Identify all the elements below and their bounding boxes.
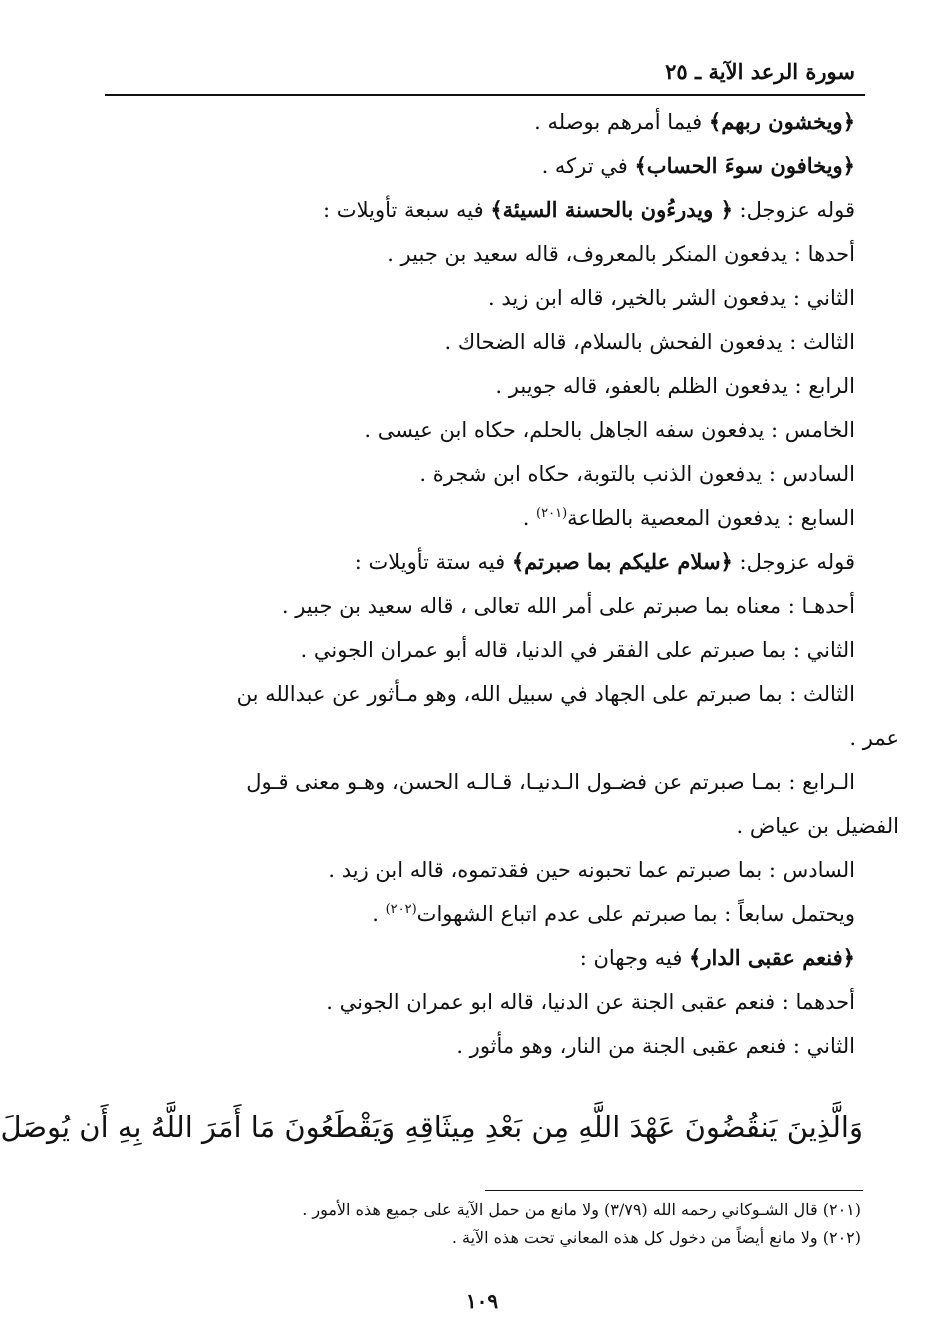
text-line	[107, 100, 855, 144]
text-line	[107, 188, 855, 232]
text-line: الخامس : يدفعون سفه الجاهل بالحلم، حكاه ابن عيسى .	[364, 418, 855, 442]
text-span: .	[372, 902, 386, 926]
text-line	[107, 496, 855, 540]
text-line: السادس : يدفعون الذنب بالتوبة، حكاه ابن شجرة .	[419, 462, 855, 486]
footnote-201: (٢٠١) قال الشـوكاني رحمه الله (٣/٧٩) ولا مانع من حمل الآية على جميع هذه الأمور .	[302, 1200, 861, 1219]
text-span: قوله عزوجل:	[732, 198, 855, 222]
body-text	[107, 100, 899, 1068]
quran-verse: وَالَّذِينَ يَنقُضُونَ عَهْدَ اللَّهِ مِن بَعْدِ مِيثَاقِهِ وَيَقْطَعُونَ مَا أَمَرَ اللَّهُ بِهِ أَن يُوصَلَ	[0, 1110, 863, 1144]
text-line: أحدها : يدفعون المنكر بالمعروف، قاله سعيد بن جبير .	[387, 242, 855, 266]
text-span: فيه وجهان :	[579, 946, 690, 970]
text-line: الرابع : يدفعون الظلم بالعفو، قاله جويبر .	[495, 374, 855, 398]
text-line: الفضيل بن عياض .	[736, 814, 899, 838]
text-span: في تركه .	[541, 154, 635, 178]
page-number: ١٠٩	[465, 1289, 499, 1313]
footnote-ref: (٢٠٢)	[385, 902, 417, 917]
footnotes	[111, 1196, 861, 1252]
quran-quote: ﴿فنعم عقبى الدار﴾	[689, 945, 855, 970]
text-line	[107, 540, 855, 584]
text-line: أحدهـا : معناه بما صبرتم على أمر الله تعالى ، قاله سعيد بن جبير .	[281, 594, 855, 618]
quran-quote: ﴿ويخشون ربهم﴾	[708, 109, 855, 134]
footnote-rule	[485, 1190, 863, 1191]
text-line: أحدهما : فنعم عقبى الجنة عن الدنيا، قاله ابو عمران الجوني .	[326, 990, 855, 1014]
text-span: فيه ستة تأويلات :	[354, 550, 512, 574]
quran-quote: ﴿ويخافون سوءَ الحساب﴾	[634, 153, 855, 178]
text-line: الثاني : فنعم عقبى الجنة من النار، وهو مأثور .	[456, 1034, 855, 1058]
text-line: عمر .	[849, 726, 899, 750]
text-line: السادس : بما صبرتم عما تحبونه حين فقدتموه، قاله ابن زيد .	[328, 858, 855, 882]
text-line: الـرابع : بمـا صبرتم عن فضـول الـدنيـا، قـالـه الحسن، وهـو معنى قـول	[246, 770, 855, 794]
text-line: الثاني : بما صبرتم على الفقر في الدنيا، قاله أبو عمران الجوني .	[300, 638, 855, 662]
text-span: فيه سبعة تأويلات :	[323, 198, 491, 222]
quran-quote: ﴿سلام عليكم بما صبرتم﴾	[511, 549, 733, 574]
quran-quote: ﴿ ويدرءُون بالحسنة السيئة﴾	[490, 197, 733, 222]
running-header: سورة الرعد الآية ـ ٢٥	[665, 59, 855, 84]
text-line: الثالث : بما صبرتم على الجهاد في سبيل الله، وهو مـأثور عن عبدالله بن	[236, 682, 855, 706]
footnote-202: (٢٠٢) ولا مانع أيضاً من دخول كل هذه المعاني تحت هذه الآية .	[451, 1228, 861, 1247]
text-span: ويحتمل سابعاً : بما صبرتم على عدم اتباع الشهوات	[416, 902, 855, 926]
text-span: قوله عزوجل:	[732, 550, 855, 574]
text-span: .	[522, 506, 537, 530]
text-line	[107, 144, 855, 188]
header-rule	[105, 94, 865, 96]
text-line: الثاني : يدفعون الشر بالخير، قاله ابن زيد .	[488, 286, 855, 310]
text-span: السابع : يدفعون المعصية بالطاعة	[567, 506, 855, 530]
footnote-ref: (٢٠١)	[536, 506, 568, 521]
text-line	[107, 936, 855, 980]
text-span: فيما أمرهم بوصله .	[534, 110, 709, 134]
text-line: الثالث : يدفعون الفحش بالسلام، قاله الضحاك .	[444, 330, 855, 354]
text-line	[107, 892, 855, 936]
